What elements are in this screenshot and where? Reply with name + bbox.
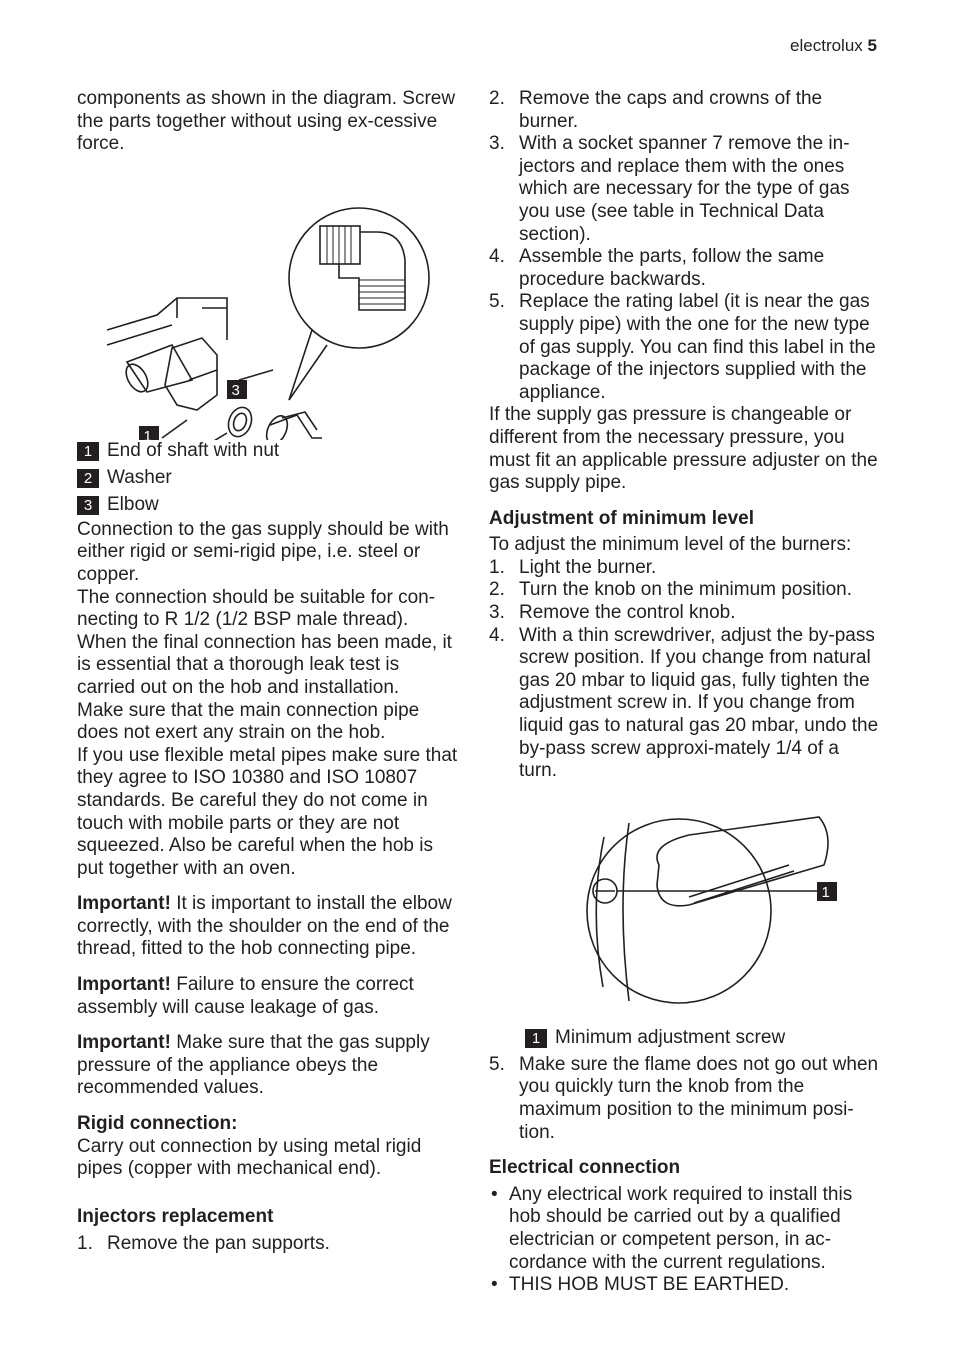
list-text: With a thin screwdriver, adjust the by-pass screw position. If you change from natural gas 20 mbar to liquid gas, fully tighten the adjustment screw in. If you change from liquid gas to natural gas 20 mbar, undo the by-pass screw approxi-mately 1/4 of a turn. [519, 624, 879, 782]
page-number: 5 [867, 36, 877, 55]
list-number: 4. [489, 624, 505, 646]
list-number: 5. [489, 1053, 505, 1075]
list-item [489, 1054, 879, 1144]
bypass-screw-diagram [489, 805, 879, 1025]
minimum-level-intro: To adjust the minimum level of the burners: [489, 534, 852, 556]
list-item [489, 625, 879, 783]
legend-item [77, 465, 462, 492]
list-item [489, 88, 879, 133]
list-text: Make sure the flame does not go out when you quickly turn the knob from the maximum position to the minimum posi-tion. [519, 1053, 879, 1143]
fig1-label-3: 3 [231, 382, 240, 399]
list-item [489, 579, 879, 602]
legend-label: Washer [107, 466, 172, 488]
fig2-label-1: 1 [821, 883, 830, 901]
strain-text: Make sure that the main connection pipe does not exert any strain on the hob. [77, 699, 420, 744]
electrical-bullets [489, 1184, 879, 1297]
list-text: Remove the pan supports. [107, 1233, 330, 1255]
legend-item [77, 492, 462, 519]
leak-test-text: When the final connection has been made, it is essential that a thorough leak test is carried out on the hob and installation. [77, 631, 452, 698]
legend-number: 3 [77, 496, 99, 515]
injectors-list-start [77, 1233, 462, 1256]
page-header [790, 36, 877, 56]
list-text: Remove the control knob. [519, 602, 736, 624]
rigid-text: Carry out connection by using metal rigid pipes (copper with mechanical end). [77, 1135, 422, 1180]
important-note-2 [77, 974, 462, 1019]
shaft-pipe [127, 345, 192, 392]
list-item [489, 246, 879, 291]
flexible-pipes-text: If you use flexible metal pipes make sure that they agree to ISO 10380 and ISO 10807 standards. Be careful they do not come in touch with mobile parts or they are not squeezed. Also be careful when the hob is put together with an oven. [77, 744, 458, 879]
minimum-level-steps [489, 557, 879, 783]
list-number: 2. [489, 579, 505, 601]
list-text: Light the burner. [519, 556, 657, 578]
list-text: Turn the knob on the minimum position. [519, 579, 853, 601]
rigid-heading: Rigid connection: [77, 1113, 238, 1135]
bullet-dot: • [491, 1274, 498, 1296]
legend-number: 1 [525, 1029, 547, 1048]
list-number: 2. [489, 88, 505, 109]
connection-text: Connection to the gas supply should be with either rigid or semi-rigid pipe, i.e. steel or copper. [77, 518, 449, 585]
injectors-heading: Injectors replacement [77, 1205, 274, 1227]
legend-item [525, 1025, 879, 1052]
important-text: It is important to install the elbow correctly, with the shoulder on the end of the thread, fitted to the hob connecting pipe. [77, 893, 452, 960]
legend-number: 1 [77, 442, 99, 461]
left-column [77, 88, 462, 1256]
bullet-item [489, 1274, 879, 1297]
bullet-dot: • [491, 1183, 498, 1205]
list-number: 5. [489, 291, 505, 313]
shaft-nut [165, 338, 217, 410]
knob-shaft [657, 817, 828, 906]
list-text: With a socket spanner 7 remove the in-jectors and replace them with the ones which are necessary for the type of gas you use (see table in Technical Data section). [519, 133, 850, 245]
list-number: 3. [489, 133, 505, 155]
important-label: Important! [77, 1032, 171, 1054]
list-item [489, 557, 879, 580]
important-text: Make sure that the gas supply pressure of the appliance obeys the recommended values. [77, 1032, 430, 1099]
list-item [77, 1233, 462, 1256]
important-label: Important! [77, 893, 171, 915]
washer-shape [225, 404, 256, 440]
legend-label: Minimum adjustment screw [555, 1027, 786, 1049]
legend-label: Elbow [107, 493, 159, 515]
intro-text: components as shown in the diagram. Screw the parts together without using ex-cessive force. [77, 88, 456, 155]
important-note-3 [77, 1032, 462, 1100]
brand-name: electrolux [790, 36, 863, 55]
list-number: 4. [489, 246, 505, 268]
bullet-text: Any electrical work required to install this hob should be carried out by a qualified electrician or competent person, in ac-cordance with the current regulations. [509, 1183, 853, 1273]
legend-number: 2 [77, 469, 99, 488]
list-item [489, 133, 879, 246]
electrical-heading: Electrical connection [489, 1157, 681, 1179]
legend-label: End of shaft with nut [107, 439, 280, 461]
list-text: Assemble the parts, follow the same procedure backwards. [519, 246, 825, 290]
right-column [489, 88, 879, 1297]
thread-text: The connection should be suitable for con-necting to R 1/2 (1/2 BSP male thread). [77, 586, 436, 631]
pressure-text: If the supply gas pressure is changeable or different from the necessary pressure, you must fit an applicable pressure adjuster on the gas supply pipe. [489, 404, 878, 494]
legend-item [77, 438, 462, 465]
legend-list [77, 438, 462, 519]
knob-area-circle [587, 819, 771, 1003]
hob-body [107, 298, 227, 340]
important-label: Important! [77, 974, 171, 996]
fig1-label-3-marker [225, 368, 285, 408]
list-number: 1. [77, 1233, 93, 1255]
important-note-1 [77, 893, 462, 961]
minimum-level-step-5 [489, 1054, 879, 1144]
list-text: Replace the rating label (it is near the gas supply pipe) with the one for the new type of gas supply. You can find this label in the package of the injectors supplied with the appliance. [519, 291, 876, 403]
bullet-text: THIS HOB MUST BE EARTHED. [509, 1274, 790, 1296]
list-number: 3. [489, 602, 505, 624]
list-number: 1. [489, 556, 505, 578]
fig1-label-1: 1 [143, 427, 152, 440]
list-text: Remove the caps and crowns of the burner. [519, 88, 823, 132]
minimum-level-heading: Adjustment of minimum level [489, 507, 754, 529]
list-item [489, 602, 879, 625]
list-item [489, 291, 879, 404]
injectors-list-continued [489, 88, 879, 404]
important-text: Failure to ensure the correct assembly will cause leakage of gas. [77, 974, 414, 1018]
bullet-item [489, 1184, 879, 1274]
